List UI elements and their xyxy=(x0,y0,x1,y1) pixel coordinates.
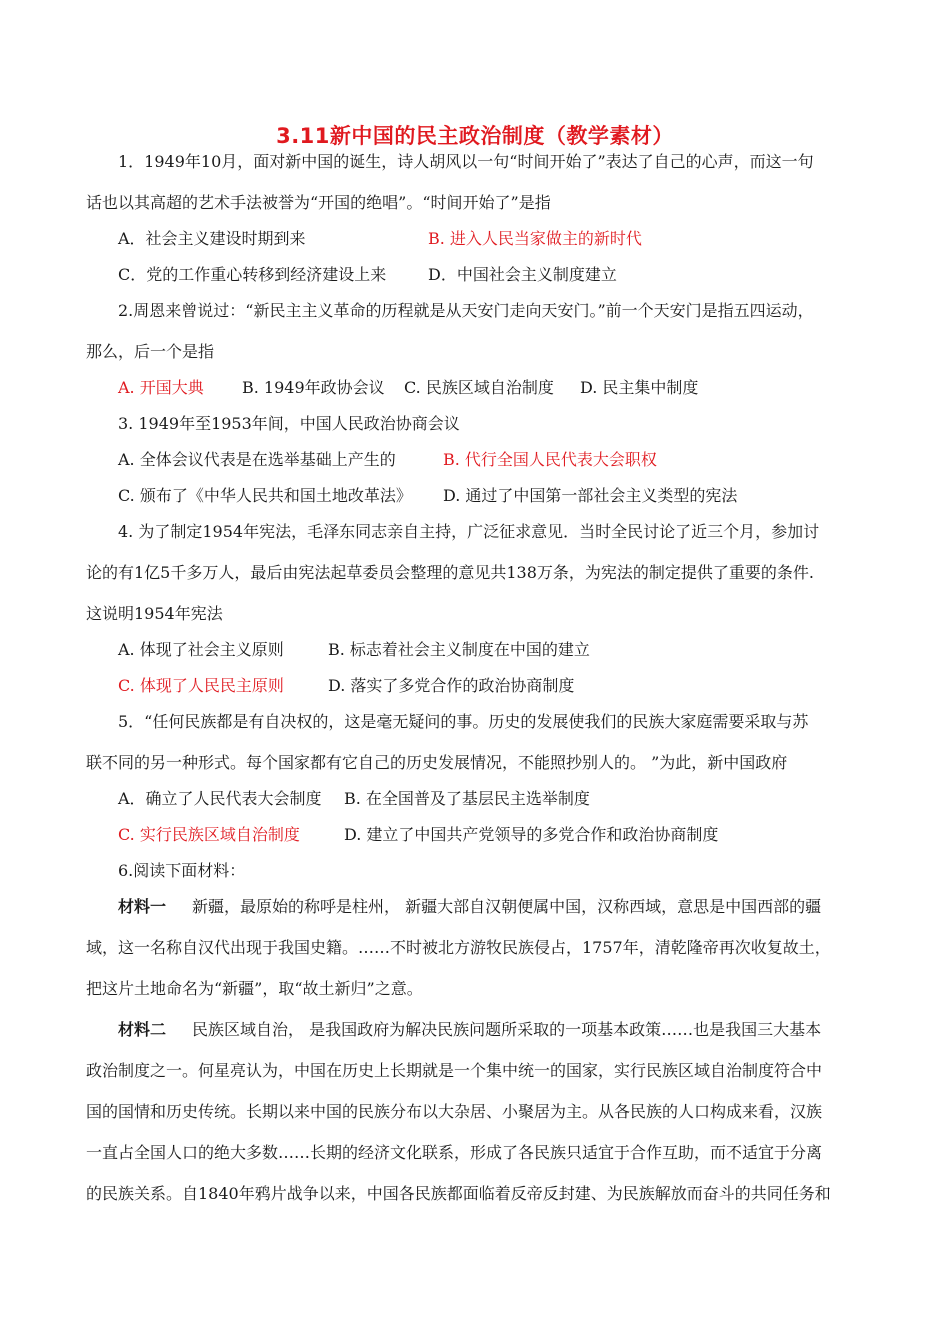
q2-option-c: C. 民族区域自治制度 xyxy=(404,378,554,397)
q4-option-d: D. 落实了多党合作的政治协商制度 xyxy=(328,676,575,695)
q3-option-b-answer: B. 代行全国人民代表大会职权 xyxy=(443,450,657,469)
material2-text-line1: 民族区域自治， 是我国政府为解决民族问题所采取的一项基本政策……也是我国三大基本 xyxy=(192,1020,822,1039)
q5-option-a: A．确立了人民代表大会制度 xyxy=(118,789,322,808)
material1-label: 材料一 xyxy=(118,897,167,916)
q3-option-d: D. 通过了中国第一部社会主义类型的宪法 xyxy=(443,486,738,505)
q2-options xyxy=(118,377,698,399)
material2-line3: 国的国情和历史传统。长期以来中国的民族分布以大杂居、小聚居为主。从各民族的人口构成来看，汉族 xyxy=(86,1102,823,1121)
q4-option-c-answer: C. 体现了人民民主原则 xyxy=(118,676,284,695)
q4-option-b: B. 标志着社会主义制度在中国的建立 xyxy=(328,640,590,659)
q5-option-d: D. 建立了中国共产党领导的多党合作和政治协商制度 xyxy=(344,825,719,844)
material1-line2: 域，这一名称自汉代出现于我国史籍。……不时被北方游牧民族侵占，1757年，清乾隆帝再次收复故土， xyxy=(86,938,831,957)
q1-option-a: A．社会主义建设时期到来 xyxy=(118,229,306,248)
material2-line2: 政治制度之一。何星亮认为，中国在历史上长期就是一个集中统一的国家，实行民族区域自治制度符合中 xyxy=(86,1061,823,1080)
q5-stem-line1: 5．“任何民族都是有自决权的，这是毫无疑问的事。历史的发展使我们的民族大家庭需要采取与苏 xyxy=(118,712,809,731)
material2-line5: 的民族关系。自1840年鸦片战争以来，中国各民族都面临着反帝反封建、为民族解放而奋斗的共同任务和 xyxy=(86,1184,831,1203)
q3-option-c: C. 颁布了《中华人民共和国土地改革法》 xyxy=(118,486,412,505)
q2-option-a-answer: A. 开国大典 xyxy=(118,378,204,397)
q2-stem-line2: 那么，后一个是指 xyxy=(86,342,215,361)
q1-option-b-answer: B. 进入人民当家做主的新时代 xyxy=(428,229,642,248)
q3-option-a: A. 全体会议代表是在选举基础上产生的 xyxy=(118,450,396,469)
q5-option-c-answer: C. 实行民族区域自治制度 xyxy=(118,825,300,844)
q4-stem-line3: 这说明1954年宪法 xyxy=(86,604,223,623)
q5-stem-line2: 联不同的另一种形式。每个国家都有它自己的历史发展情况，不能照抄别人的。 ”为此，新中国政府 xyxy=(86,753,788,772)
material1-text-line1: 新疆，最原始的称呼是柱州， 新疆大部自汉朝便属中国，汉称西域，意思是中国西部的疆 xyxy=(192,897,822,916)
material1-line3: 把这片土地命名为“新疆”，取“故土新归”之意。 xyxy=(86,979,423,998)
q4-option-a: A. 体现了社会主义原则 xyxy=(118,640,284,659)
q2-option-b: B. 1949年政协会议 xyxy=(242,378,385,397)
q1-option-c: C．党的工作重心转移到经济建设上来 xyxy=(118,265,387,284)
q1-option-d: D．中国社会主义制度建立 xyxy=(428,265,617,284)
material1-line1 xyxy=(118,896,821,918)
q6-stem: 6.阅读下面材料： xyxy=(118,861,246,880)
material2-label: 材料二 xyxy=(118,1020,167,1039)
q1-stem-line2: 话也以其高超的艺术手法被誉为“开国的绝唱”。“时间开始了”是指 xyxy=(86,193,551,212)
q4-stem-line2: 论的有1亿5千多万人，最后由宪法起草委员会整理的意见共138万条，为宪法的制定提供了重要的条件. xyxy=(86,563,814,582)
q1-stem-line1: 1．1949年10月，面对新中国的诞生，诗人胡风以一句“时间开始了”表达了自己的心声，而这一句 xyxy=(118,152,814,171)
material2-line4: 一直占全国人口的绝大多数……长期的经济文化联系，形成了各民族只适宜于合作互助，而不适宜于分离 xyxy=(86,1143,823,1162)
document-title: 3.11新中国的民主政治制度（教学素材） xyxy=(276,124,674,148)
q5-option-b: B. 在全国普及了基层民主选举制度 xyxy=(344,789,590,808)
q2-stem-line1: 2.周恩来曾说过：“新民主主义革命的历程就是从天安门走向天安门。”前一个天安门是指五四运动， xyxy=(118,301,814,320)
q3-stem: 3. 1949年至1953年间，中国人民政治协商会议 xyxy=(118,414,460,433)
q4-stem-line1: 4. 为了制定1954年宪法，毛泽东同志亲自主持，广泛征求意见．当时全民讨论了近三个月，参加讨 xyxy=(118,522,820,541)
q2-option-d: D. 民主集中制度 xyxy=(580,378,699,397)
material2-line1 xyxy=(118,1019,821,1041)
